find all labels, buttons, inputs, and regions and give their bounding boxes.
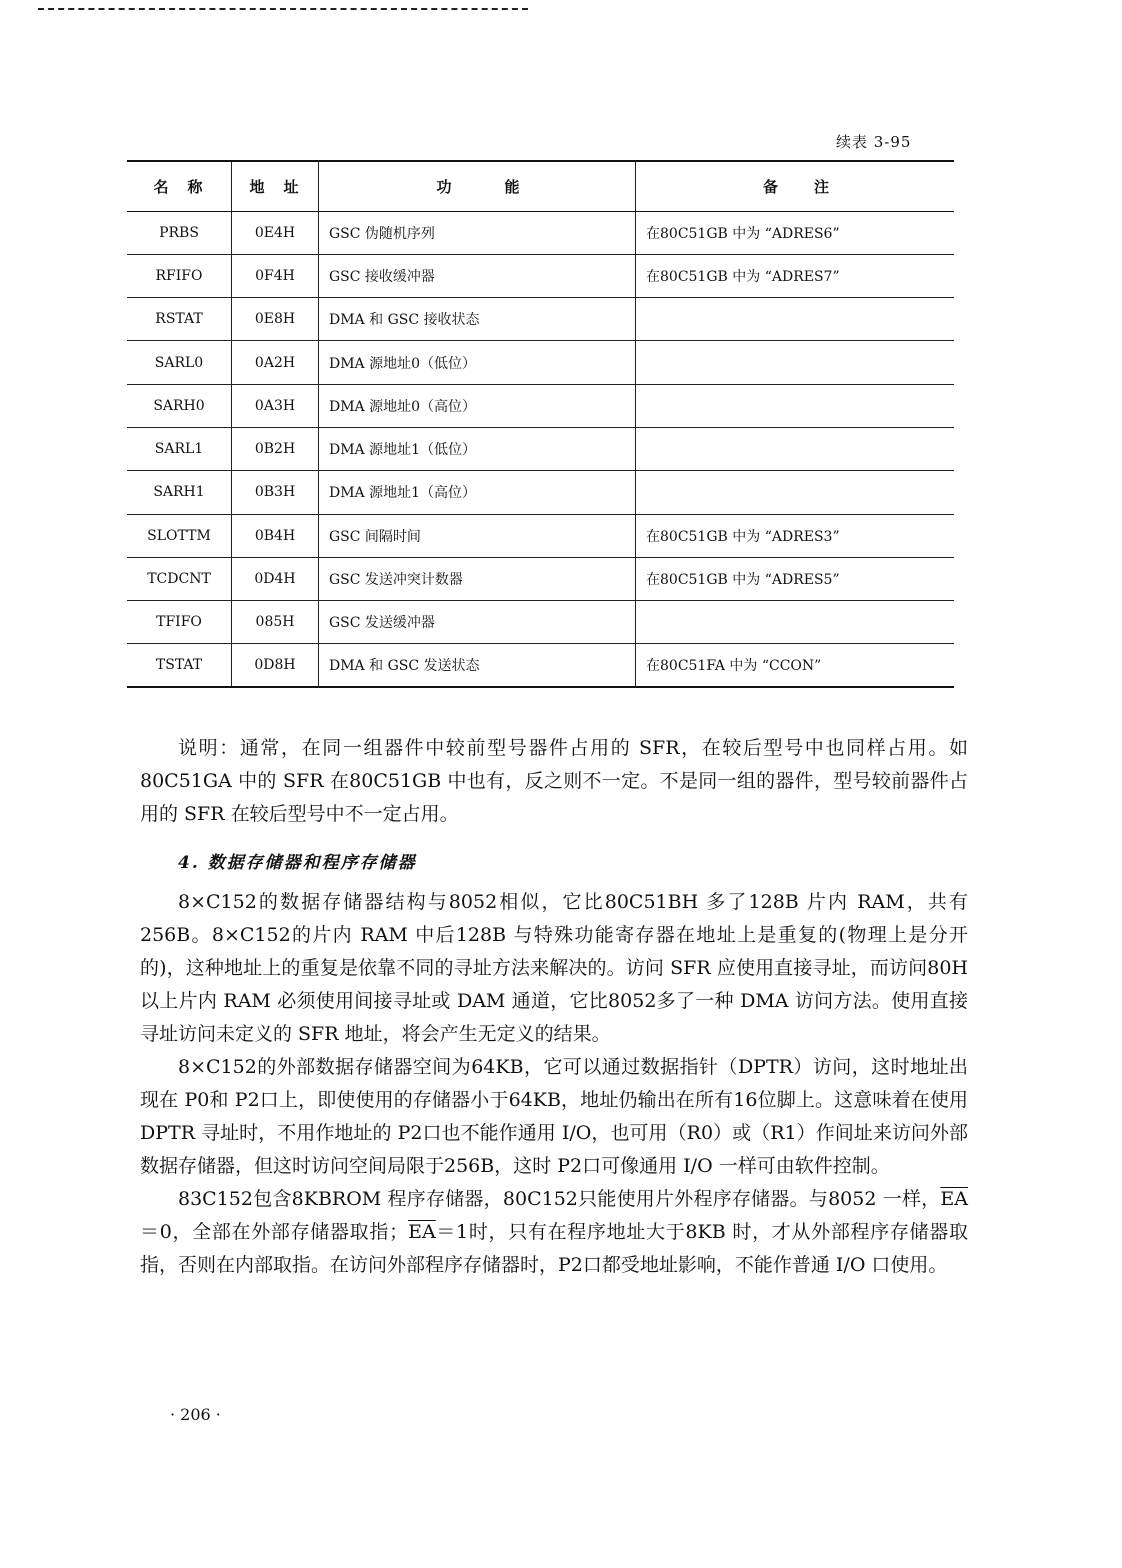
cell-name: TSTAT [127,644,232,687]
cell-name: SLOTTM [127,514,232,557]
cell-note: 在80C51FA 中为 “CCON” [636,644,955,687]
table-row [127,644,954,687]
section-heading: 4. 数据存储器和程序存储器 [178,853,417,873]
cell-address: 085H [232,601,319,644]
table-row [127,601,954,644]
paragraph-program-memory [140,1183,968,1282]
cell-function: GSC 伪随机序列 [319,211,636,254]
ea-signal: $\overline{EA}$ [940,1188,968,1210]
cell-name: SARH0 [127,384,232,427]
paragraph-text: ＝1时，只有在程序地址大于8KB 时，才从外部程序存储器取指，否则在内部取指。在访问外部程序存储器时，P2口都受地址影响，不能作普通 I/O 口使用。 [140,1221,969,1276]
cell-name: SARL1 [127,427,232,470]
table-row [127,298,954,341]
cell-note: 在80C51GB 中为 “ADRES3” [636,514,955,557]
cell-function: GSC 间隔时间 [319,514,636,557]
paragraph-text: 83C152包含8KBROM 程序存储器，80C152只能使用片外程序存储器。与8052 一样， [178,1188,941,1210]
cell-note [636,341,955,384]
sfr-table [127,160,954,688]
cell-address: 0A2H [232,341,319,384]
cell-note [636,601,955,644]
cell-address: 0B4H [232,514,319,557]
table-row [127,341,954,384]
paragraph-data-memory: 8×C152的数据存储器结构与8052相似，它比80C51BH 多了128B 片内 RAM，共有256B。8×C152的片内 RAM 中后128B 与特殊功能寄存器在地址上是重复的(物理上是分开的)，这种地址上的重复是依靠不同的寻址方法来解决的。访问 SFR 应使用直接寻址，而访问80H 以上片内 RAM 必须使用间接寻址或 DAM 通道，它比8052多了一种 DMA 访问方法。使用直接寻址访问未定义的 SFR 地址，将会产生无定义的结果。 [140,891,968,1045]
cell-note [636,471,955,514]
cell-note [636,384,955,427]
cell-note: 在80C51GB 中为 “ADRES7” [636,254,955,297]
table-row [127,514,954,557]
cell-address: 0F4H [232,254,319,297]
header-note: 备 注 [636,161,955,211]
table-row [127,384,954,427]
cell-note: 在80C51GB 中为 “ADRES5” [636,557,955,600]
header-name: 名 称 [127,161,232,211]
note-section [140,732,968,831]
cell-function: GSC 接收缓冲器 [319,254,636,297]
cell-note: 在80C51GB 中为 “ADRES6” [636,211,955,254]
cell-function: DMA 源地址1（高位） [319,471,636,514]
cell-function: GSC 发送缓冲器 [319,601,636,644]
cell-address: 0B3H [232,471,319,514]
page-number: · 206 · [170,1405,221,1424]
ea-signal: $\overline{EA}$ [408,1221,436,1243]
cell-name: PRBS [127,211,232,254]
cell-function: GSC 发送冲突计数器 [319,557,636,600]
table-row [127,557,954,600]
cell-function: DMA 源地址1（低位） [319,427,636,470]
cell-name: TFIFO [127,601,232,644]
cell-name: SARL0 [127,341,232,384]
table-row [127,211,954,254]
cell-address: 0D4H [232,557,319,600]
header-function: 功 能 [319,161,636,211]
main-body [140,886,968,1282]
cell-function: DMA 和 GSC 接收状态 [319,298,636,341]
paragraph-external-memory: 8×C152的外部数据存储器空间为64KB，它可以通过数据指针（DPTR）访问，这时地址出现在 P0和 P2口上，即使使用的存储器小于64KB，地址仍输出在所有16位脚上。这意味着在使用 DPTR 寻址时，不用作地址的 P2口也不能作通用 I/O，也可用（R0）或（R1）作间址来访问外部数据存储器，但这时访问空间局限于256B，这时 P2口可像通用 I/O 一样可由软件控制。 [140,1056,968,1177]
header-address: 地 址 [232,161,319,211]
top-dashed-rule [38,8,528,10]
paragraph-text: ＝0，全部在外部存储器取指； [140,1221,409,1243]
table-row [127,471,954,514]
cell-function: DMA 源地址0（低位） [319,341,636,384]
cell-address: 0D8H [232,644,319,687]
note-paragraph: 说明：通常，在同一组器件中较前型号器件占用的 SFR，在较后型号中也同样占用。如80C51GA 中的 SFR 在80C51GB 中也有，反之则不一定。不是同一组的器件，型号较前器件占用的 SFR 在较后型号中不一定占用。 [140,737,968,825]
cell-address: 0A3H [232,384,319,427]
cell-name: SARH1 [127,471,232,514]
table-continuation-label: 续表 3-95 [836,133,912,151]
cell-function: DMA 源地址0（高位） [319,384,636,427]
cell-address: 0E4H [232,211,319,254]
cell-function: DMA 和 GSC 发送状态 [319,644,636,687]
table-row [127,254,954,297]
cell-note [636,427,955,470]
cell-address: 0B2H [232,427,319,470]
table-header-row [127,161,954,211]
cell-note [636,298,955,341]
cell-name: RFIFO [127,254,232,297]
table-row [127,427,954,470]
cell-name: TCDCNT [127,557,232,600]
cell-address: 0E8H [232,298,319,341]
cell-name: RSTAT [127,298,232,341]
